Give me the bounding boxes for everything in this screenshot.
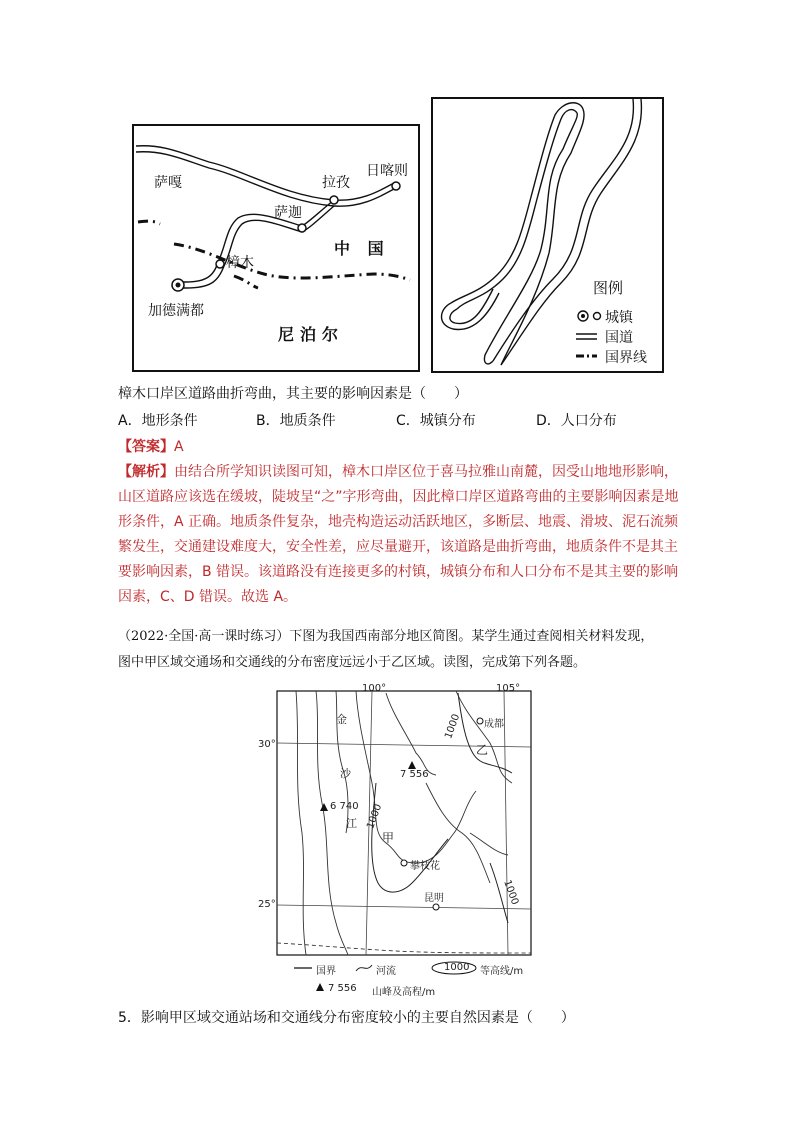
place-rikaze: 日喀则	[366, 163, 408, 179]
legend-town-symbol	[594, 313, 601, 320]
question-4-stem: 樟木口岸区道路曲折弯曲，其主要的影响因素是（ ）	[118, 386, 468, 402]
legend-border-label: 国界线	[605, 350, 647, 366]
city-chengdu-marker	[477, 718, 483, 724]
map-southwest-china	[258, 683, 536, 1003]
intro-line-1: （2022·全国·高一课时练习）下图为我国西南部分地区简图。某学生通过查阅相关材料发现，	[118, 629, 654, 644]
town-rikaze-marker	[392, 182, 400, 190]
city-panzhihua: 攀枝花	[410, 861, 440, 872]
legend-town-label: 城镇	[605, 310, 633, 326]
analysis-label: 【解析】	[118, 464, 174, 480]
answer-value: A	[174, 439, 184, 455]
town-zhangmu-marker	[216, 260, 224, 268]
place-china: 中 国	[334, 239, 390, 258]
river-label-jin: 金	[336, 713, 347, 726]
peak-label-6740: 6 740	[330, 801, 359, 812]
region-yi: 乙	[476, 743, 489, 757]
analysis-text-1: 由结合所学知识读图可知，樟木口岸区位于喜马拉雅山南麓，因受山地地形影响，	[174, 464, 678, 480]
legend-city-dot	[581, 314, 585, 318]
city-panzhihua-marker	[401, 860, 407, 866]
place-nepal: 尼泊尔	[278, 325, 345, 344]
legend-border-text: 国界	[316, 966, 336, 977]
legend-peak-symbol	[316, 983, 324, 991]
analysis-block	[118, 460, 688, 610]
city-kathmandu-dot	[176, 283, 181, 288]
legend-river-symbol	[356, 965, 372, 971]
analysis-line-2: 山区道路应该选在缓坡，陡坡呈“之”字形弯曲，因此樟口岸区道路弯曲的主要影响因素是地	[118, 489, 679, 505]
place-lazi: 拉孜	[322, 175, 350, 191]
analysis-line-1	[118, 460, 688, 485]
analysis-line-3: 形条件，A 正确。地质条件复杂，地壳构造运动活跃地区，多断层、地震、滑坡、泥石流频	[118, 514, 679, 530]
legend-peak-value: 7 556	[328, 983, 357, 994]
place-sagyi: 萨嘎	[154, 175, 182, 191]
peak-label-7556: 7 556	[400, 769, 429, 780]
question-4-option-c[interactable]: C．城镇分布	[396, 413, 476, 429]
answer-line	[118, 436, 184, 456]
legend-title: 图例	[593, 279, 624, 297]
lon-label-105: 105°	[496, 683, 521, 694]
city-kunming-marker	[433, 904, 439, 910]
analysis-line-5: 要影响因素，B 错误。该道路没有连接更多的村镇，城镇分布和人口分布不是其主要的影响	[118, 564, 679, 580]
legend-peak-text: 山峰及高程/m	[372, 987, 436, 998]
question-4-option-a[interactable]: A．地形条件	[118, 413, 198, 429]
place-zhangmu: 樟木	[226, 255, 254, 271]
region-jia: 甲	[382, 831, 395, 845]
river-label-jiang: 江	[346, 817, 357, 830]
legend-contour-text: 等高线/m	[480, 966, 524, 977]
analysis-line-6: 因素，C、D 错误。故选 A。	[118, 589, 298, 605]
question-4-option-d[interactable]: D．人口分布	[536, 413, 617, 429]
national-road	[136, 146, 396, 288]
map-winding-road	[431, 97, 664, 373]
contour-label-2: 1000	[365, 802, 385, 831]
contour-label-3: 1000	[501, 878, 521, 907]
town-sajia-marker	[298, 224, 306, 232]
legend-road-label: 国道	[605, 330, 633, 346]
intro-block	[118, 624, 688, 676]
place-kathmandu: 加德满都	[148, 303, 204, 319]
city-chengdu: 成都	[484, 719, 504, 730]
river-label-sha: 沙	[340, 767, 351, 780]
southwest-map-drawing	[276, 683, 536, 1003]
legend-contour-value: 1000	[444, 962, 470, 973]
answer-label: 【答案】	[118, 439, 174, 455]
town-lazi-marker	[330, 196, 338, 204]
contour-label-1: 1000	[443, 712, 463, 741]
question-5-stem: 5．影响甲区域交通站场和交通线分布密度较小的主要自然因素是（ ）	[118, 1010, 575, 1026]
intro-line-2: 图中甲区域交通场和交通线的分布密度远远小于乙区域。读图，完成第下列各题。	[118, 655, 587, 670]
legend-river-text: 河流	[376, 966, 396, 977]
lon-label-100: 100°	[362, 683, 387, 694]
lat-label-30: 30°	[258, 739, 276, 750]
city-kunming: 昆明	[424, 893, 444, 904]
analysis-line-4: 繁发生，交通建设难度大，安全性差，应尽量避开，该道路是曲折弯曲，地质条件不是其主	[118, 539, 678, 555]
lat-label-25: 25°	[258, 899, 276, 910]
place-sajia: 萨迦	[274, 205, 302, 221]
map-tibet-nepal	[132, 124, 420, 372]
question-4-option-b[interactable]: B．地质条件	[256, 413, 336, 429]
